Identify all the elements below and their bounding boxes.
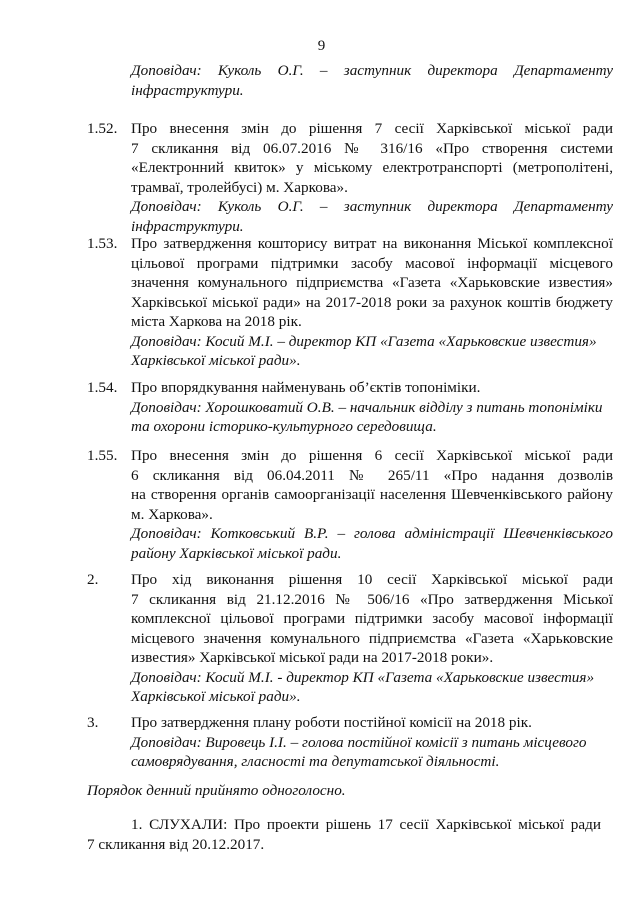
item-text-line: Про внесення змін до рішення 6 сесії Харківської міської ради	[131, 447, 613, 464]
speaker-line: Доповідач: Вировець І.І. – голова постійної комісії з питань місцевого	[131, 733, 587, 751]
item-text-line: Про внесення змін до рішення 7 сесії Харківської міської ради	[131, 120, 613, 137]
item-number: 1.52.	[87, 120, 118, 137]
speaker-line: Доповідач: Косий М.І. – директор КП «Газета «Харьковские известия»	[131, 332, 597, 350]
item-body	[131, 378, 613, 437]
item-number: 2.	[87, 571, 99, 588]
agenda-note: Порядок денний прийнято одноголосно.	[87, 782, 346, 799]
item-text-line: «Електронний квиток» у міському електротранспорті (метрополітені,	[131, 159, 613, 176]
item-body	[131, 713, 613, 772]
speaker-line: Доповідач: Котковський В.Р. – голова адміністрації Шевченківського	[131, 525, 613, 542]
item-text-line: Про затвердження плану роботи постійної комісії на 2018 рік.	[131, 714, 532, 731]
item-text-line: Про хід виконання рішення 10 сесії Харківської міської ради	[131, 571, 613, 588]
item-body	[131, 119, 613, 236]
item-text-line: трамваї, тролейбусі) м. Харкова».	[131, 178, 348, 196]
item-body	[131, 234, 613, 371]
item-number: 1.55.	[87, 447, 118, 464]
item-number: 1.53.	[87, 235, 118, 252]
heard-line: 7 скликання від 20.12.2017.	[87, 835, 265, 853]
item-text-line: значення комунального підприємства «Газета «Харьковские известия»	[131, 274, 613, 291]
heard-body	[87, 815, 601, 854]
item-text-line: м. Харкова».	[131, 505, 213, 523]
item-text-line: цільової програми підтримки засобу масової інформації місцевого	[131, 254, 613, 272]
item-number: 1.54.	[87, 379, 118, 396]
item-text-line: Про впорядкування найменувань об’єктів топоніміки.	[131, 379, 481, 396]
item-body	[131, 570, 613, 707]
item-text-line: Харківської міської ради» на 2017-2018 роки за рахунок коштів бюджету	[131, 293, 613, 311]
speaker-line: Доповідач: Куколь О.Г. – заступник директора Департаменту	[131, 198, 613, 215]
speaker-line: Харківської міської ради».	[131, 688, 301, 705]
page-number: 9	[317, 38, 326, 54]
speaker-line: району Харківської міської ради.	[131, 544, 342, 562]
heard-line: 1. СЛУХАЛИ: Про проекти рішень 17 сесії Харківської міської ради	[131, 816, 601, 833]
item-body	[131, 446, 613, 563]
item-text-line: 6 скликання від 06.04.2011 № 265/11 «Про надання дозволів	[131, 466, 613, 484]
speaker-line: та охорони історико-культурного середовища.	[131, 418, 437, 435]
item-text-line: на створення органів самоорганізації населення Шевченківського району	[131, 486, 613, 503]
speaker-line: Доповідач: Косий М.І. - директор КП «Газета «Харьковские известия»	[131, 668, 595, 686]
item-text-line: Про затвердження кошторису витрат на виконання Міської комплексної	[131, 235, 613, 252]
speaker-line: самоврядування, гласності та депутатської діяльності.	[131, 753, 500, 770]
item-text-line: 7 скликання від 21.12.2016 № 506/16 «Про затвердження Міської	[131, 590, 613, 608]
item-text-line: 7 скликання від 06.07.2016 № 316/16 «Про створення системи	[131, 139, 613, 157]
item-text-line: известия» Харківської міської ради на 2017-2018 роки».	[131, 649, 494, 666]
speaker-text	[131, 61, 613, 100]
item-text-line: місцевого значення комунального підприємства «Газета «Харьковские	[131, 629, 613, 647]
speaker-line: інфраструктури.	[131, 81, 244, 99]
speaker-line: інфраструктури.	[131, 217, 244, 235]
speaker-line: Доповідач: Куколь О.Г. – заступник директора Департаменту	[131, 62, 613, 79]
item-text-line: міста Харкова на 2018 рік.	[131, 313, 302, 330]
speaker-line: Харківської міської ради».	[131, 352, 301, 369]
item-text-line: комплексної цільової програми підтримки засобу масової інформації	[131, 610, 613, 627]
speaker-line: Доповідач: Хорошковатий О.В. – начальник відділу з питань топоніміки	[131, 398, 603, 416]
item-number: 3.	[87, 714, 99, 731]
